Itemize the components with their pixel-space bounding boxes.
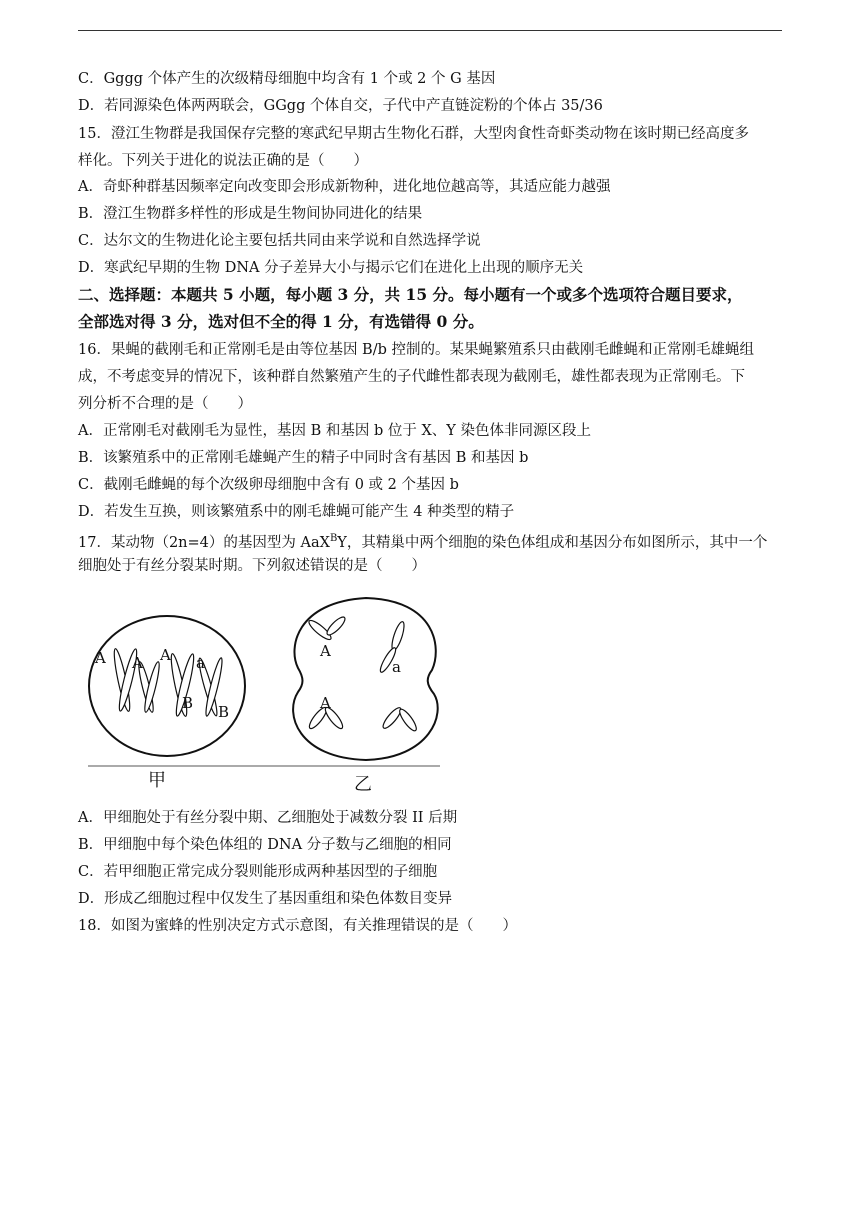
cell-jia-membrane [89,616,245,756]
gene-label-jia-3: A [160,646,171,664]
section2-heading-line1: 二、选择题：本题共 5 小题，每小题 3 分，共 15 分。每小题有一个或多个选项符合题目要求， [78,285,743,304]
gene-label-jia-5: B [182,694,194,712]
q15-option-b: B．澄江生物群多样性的形成是生物间协同进化的结果 [78,206,423,222]
gene-label-yi-3: A [320,694,331,712]
q17-stem-pre: 17．某动物（2n=4）的基因型为 AaX [78,534,330,551]
q16-option-d: D．若发生互换，则该繁殖系中的刚毛雄蝇可能产生 4 种类型的精子 [78,504,515,520]
q18-stem: 18．如图为蜜蜂的性别决定方式示意图，有关推理错误的是（ ） [78,918,517,934]
gene-label-yi-1: A [320,642,331,660]
q16-option-b: B．该繁殖系中的正常刚毛雄蝇产生的精子中同时含有基因 B 和基因 b [78,450,529,466]
q16-stem-line2: 成，不考虑变异的情况下，该种群自然繁殖产生的子代雌性都表现为截刚毛，雄性都表现为正常刚毛。下 [78,369,745,385]
cell-jia-caption: 甲 [148,770,166,791]
q17-stem-line1 [78,529,788,553]
chromosome-yi-4 [381,705,419,732]
chromosome-yi-1 [307,615,348,642]
gene-label-jia-6: B [218,703,230,721]
q17-option-b: B．甲细胞中每个染色体组的 DNA 分子数与乙细胞的相同 [78,837,452,853]
cell-diagram [84,590,444,790]
q17-option-d: D．形成乙细胞过程中仅发生了基因重组和染色体数目变异 [78,891,453,907]
q16-stem-line1: 16．果蝇的截刚毛和正常刚毛是由等位基因 B/b 控制的。某果蝇繁殖系只由截刚毛雌蝇和正常刚毛雄蝇组 [78,342,754,358]
q16-option-c: C．截刚毛雌蝇的每个次级卵母细胞中含有 0 或 2 个基因 b [78,477,459,493]
q15-option-a: A．奇虾种群基因频率定向改变即会形成新物种，进化地位越高等，其适应能力越强 [78,179,611,195]
q17-stem-line2: 细胞处于有丝分裂某时期。下列叙述错误的是（ ） [78,558,426,574]
q15-stem-line2: 样化。下列关于进化的说法正确的是（ ） [78,153,368,169]
q16-option-a: A．正常刚毛对截刚毛为显性，基因 B 和基因 b 位于 X、Y 染色体非同源区段上 [78,423,591,439]
q17-stem-post: Y，其精巢中两个细胞的染色体组成和基因分布如图所示，其中一个 [337,534,768,551]
cell-yi-chromosomes [307,615,419,733]
q17-option-c: C．若甲细胞正常完成分裂则能形成两种基因型的子细胞 [78,864,438,880]
q17-figure [84,590,444,795]
q17-option-a: A．甲细胞处于有丝分裂中期、乙细胞处于减数分裂 II 后期 [78,810,458,826]
q17-stem-sup: B [329,533,338,544]
section2-heading-line2: 全部选对得 3 分，选对但不全的得 1 分，有选错得 0 分。 [78,312,484,331]
q15-stem-line1: 15．澄江生物群是我国保存完整的寒武纪早期古生物化石群，大型肉食性奇虾类动物在该时期已经高度多 [78,126,749,142]
q14-option-d: D．若同源染色体两两联会，GGgg 个体自交，子代中产直链淀粉的个体占 35/36 [78,98,603,114]
q15-option-d: D．寒武纪早期的生物 DNA 分子差异大小与揭示它们在进化上出现的顺序无关 [78,260,584,276]
q15-option-c: C．达尔文的生物进化论主要包括共同由来学说和自然选择学说 [78,233,481,249]
q14-option-c: C．Gggg 个体产生的次级精母细胞中均含有 1 个或 2 个 G 基因 [78,71,496,87]
gene-label-jia-2: A [132,654,143,672]
q16-stem-line3: 列分析不合理的是（ ） [78,396,252,412]
gene-label-jia-1: A [95,649,106,667]
gene-label-yi-2: a [392,658,401,676]
cell-yi-caption: 乙 [354,774,372,795]
gene-label-jia-4: a [196,654,205,672]
header-rule [78,30,782,31]
